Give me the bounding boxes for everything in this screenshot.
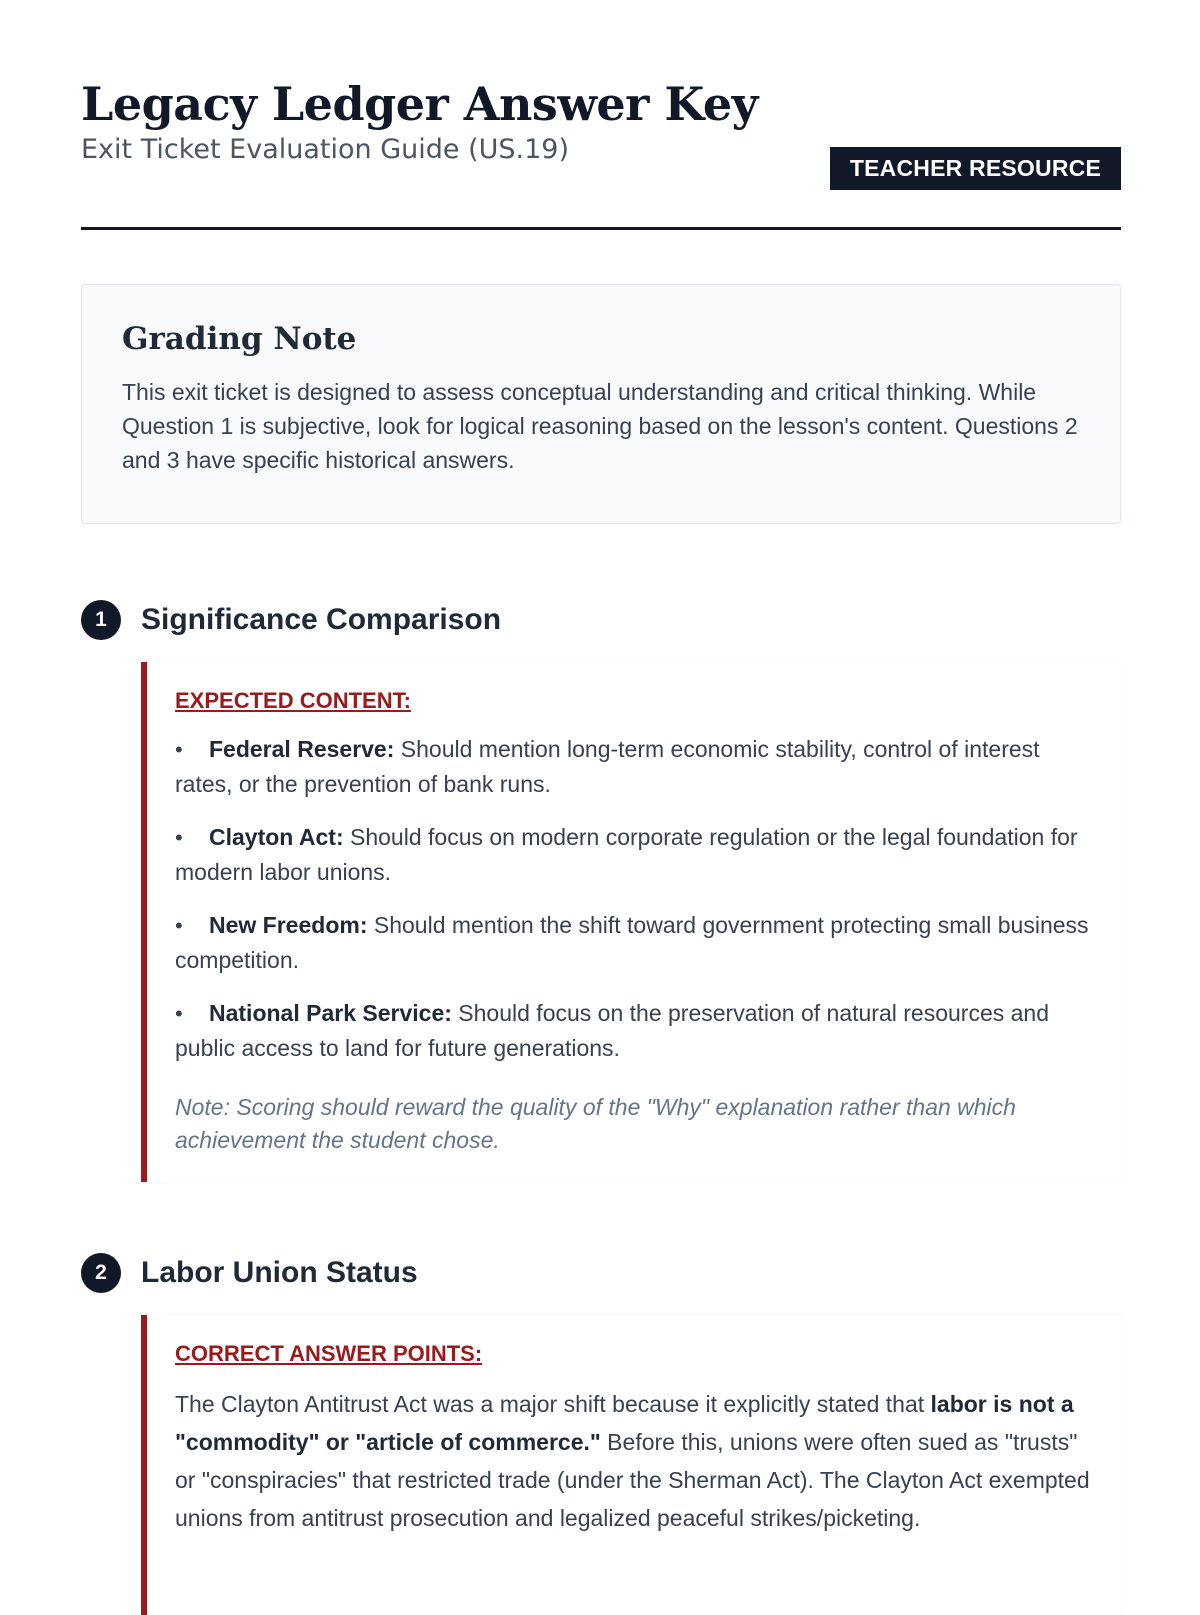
question-1-answer-box bbox=[141, 662, 1121, 1182]
expected-content-label: EXPECTED CONTENT: bbox=[175, 688, 411, 713]
answer-text-emphasis: labor is not a "commodity" or "article of commerce." bbox=[175, 1391, 1074, 1455]
correct-answer-text bbox=[175, 1385, 1093, 1537]
question-number-badge: 2 bbox=[81, 1253, 121, 1293]
question-1 bbox=[81, 598, 1121, 642]
grading-note-title: Grading Note bbox=[122, 321, 357, 357]
question-2-answer-box bbox=[141, 1315, 1121, 1615]
bullet-icon: • bbox=[175, 913, 183, 938]
header bbox=[81, 77, 1121, 181]
point-name: Clayton Act: bbox=[209, 824, 344, 850]
point-name: New Freedom: bbox=[209, 912, 368, 938]
bullet-icon: • bbox=[175, 1001, 183, 1026]
expected-content-list bbox=[175, 732, 1093, 1065]
point-text: Should focus on modern corporate regulation or the legal foundation for modern labor unions. bbox=[175, 824, 1078, 885]
list-item bbox=[175, 996, 1093, 1065]
header-divider bbox=[81, 227, 1121, 230]
page-title: Legacy Ledger Answer Key bbox=[81, 77, 758, 131]
point-text: Should mention long-term economic stability, control of interest rates, or the prevention of bank runs. bbox=[175, 736, 1040, 797]
list-item bbox=[175, 820, 1093, 889]
question-title: Labor Union Status bbox=[141, 1256, 418, 1289]
point-text: Should focus on the preservation of natural resources and public access to land for future generations. bbox=[175, 1000, 1049, 1061]
scoring-note: Note: Scoring should reward the quality of the "Why" explanation rather than which achievement the student chose. bbox=[175, 1094, 1016, 1153]
question-number-badge: 1 bbox=[81, 600, 121, 640]
question-2 bbox=[81, 1251, 1121, 1295]
point-text: Should mention the shift toward government protecting small business competition. bbox=[175, 912, 1089, 973]
teacher-resource-badge: TEACHER RESOURCE bbox=[830, 147, 1121, 190]
point-name: National Park Service: bbox=[209, 1000, 452, 1026]
bullet-icon: • bbox=[175, 825, 183, 850]
grading-note-text: This exit ticket is designed to assess conceptual understanding and critical thinking. While Question 1 is subjective, look for logical reasoning based on the lesson's content. Questions 2 and 3 have specific historical answers. bbox=[122, 379, 1078, 473]
list-item bbox=[175, 908, 1093, 977]
bullet-icon: • bbox=[175, 737, 183, 762]
question-title: Significance Comparison bbox=[141, 603, 502, 636]
grading-note-box bbox=[81, 284, 1121, 524]
correct-answer-label: CORRECT ANSWER POINTS: bbox=[175, 1341, 483, 1366]
point-name: Federal Reserve: bbox=[209, 736, 395, 762]
answer-text-start: The Clayton Antitrust Act was a major shift because it explicitly stated that bbox=[175, 1391, 931, 1417]
list-item bbox=[175, 732, 1093, 801]
question-1-header bbox=[81, 598, 1121, 642]
answer-text-end: Before this, unions were often sued as "trusts" or "conspiracies" that restricted trade (under the Sherman Act). The Clayton Act exempted unions from antitrust prosecution and legalized peaceful strikes/picketing. bbox=[175, 1429, 1090, 1531]
question-2-header bbox=[81, 1251, 1121, 1295]
page-subtitle: Exit Ticket Evaluation Guide (US.19) bbox=[81, 133, 569, 165]
